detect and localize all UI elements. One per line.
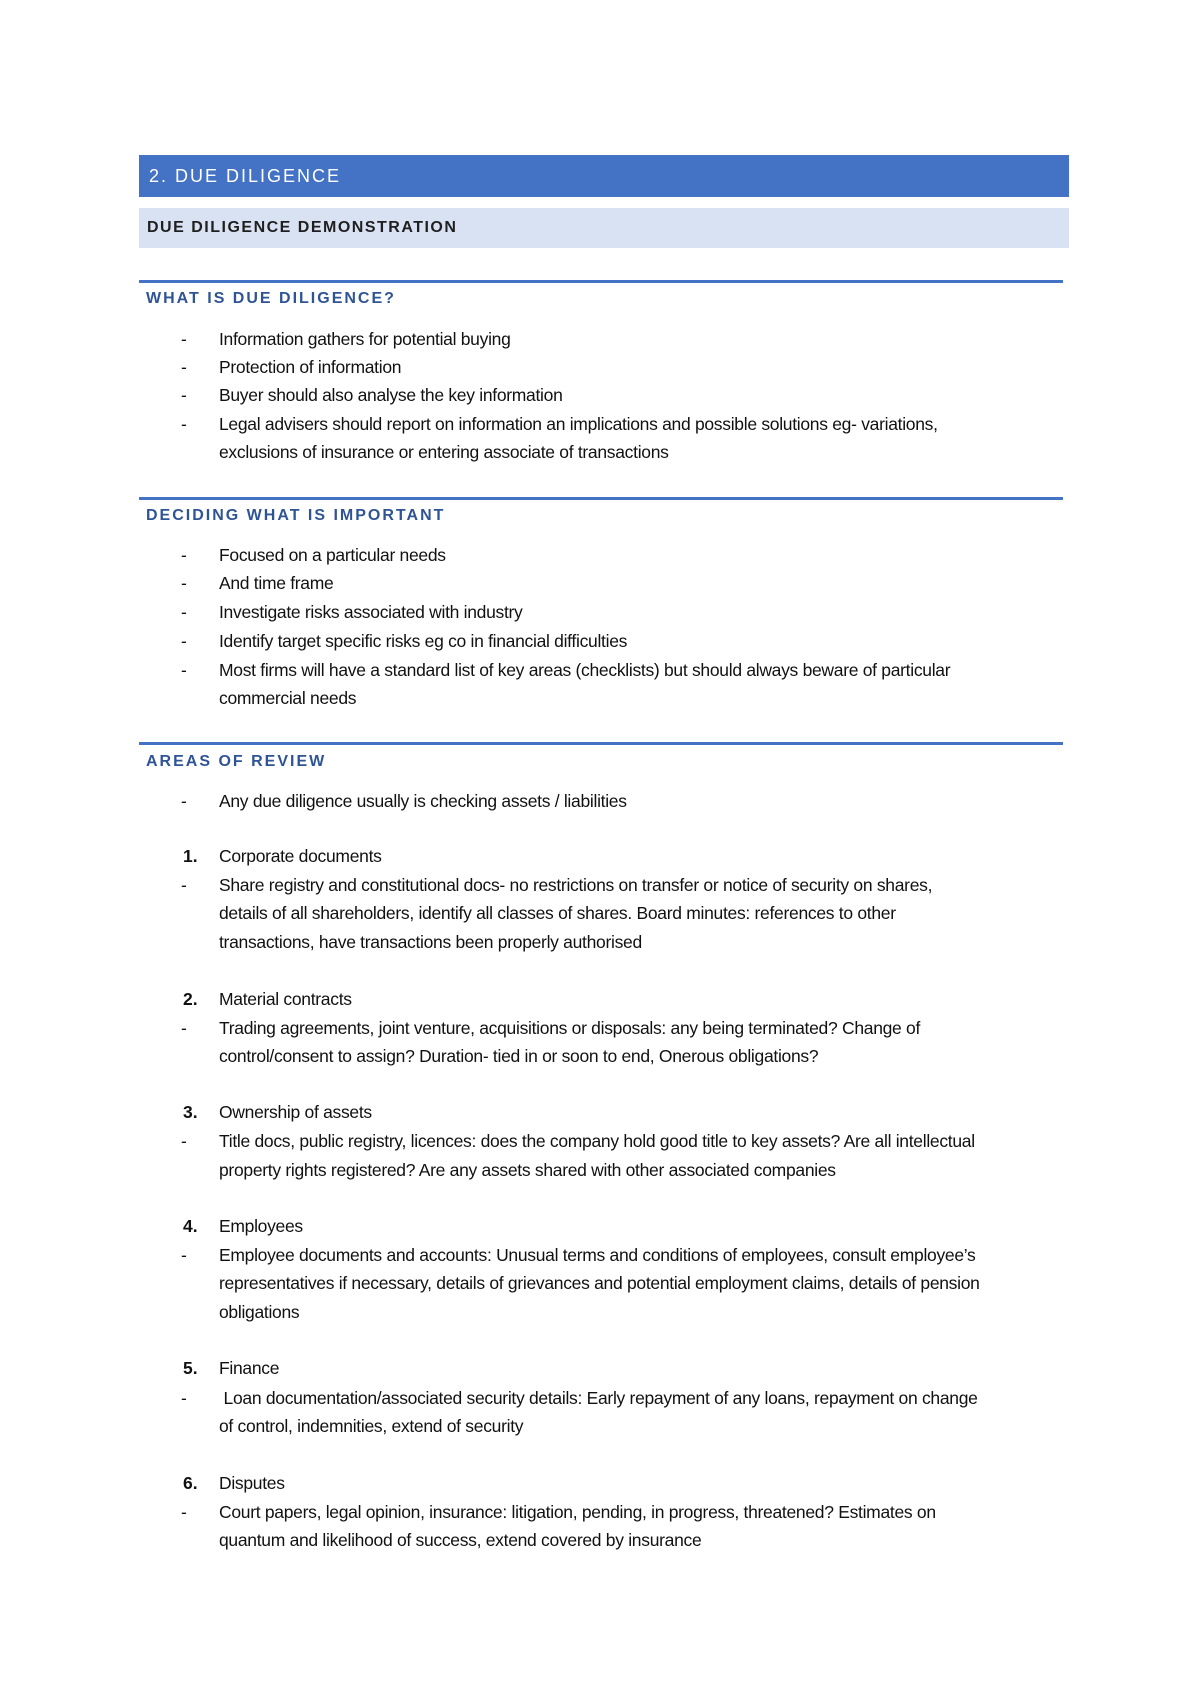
item-number: 3. — [183, 1102, 198, 1122]
bullet-text: Any due diligence usually is checking assets / liabilities — [219, 791, 627, 811]
bullet-text-continued: control/consent to assign? Duration- tied in or soon to end, Onerous obligations? — [219, 1046, 819, 1066]
bullet-text-continued: obligations — [219, 1302, 300, 1322]
bullet-text: Information gathers for potential buying — [219, 329, 511, 349]
bullet-dash: - — [181, 791, 187, 811]
item-number: 4. — [183, 1216, 198, 1236]
heading-areas-of-review: AREAS OF REVIEW — [146, 753, 327, 770]
bullet-text-continued: property rights registered? Are any assets shared with other associated companies — [219, 1160, 836, 1180]
bullet-dash: - — [181, 573, 187, 593]
bullet-text: And time frame — [219, 573, 334, 593]
bullet-dash: - — [181, 875, 187, 895]
bullet-dash: - — [181, 329, 187, 349]
bullet-text: Trading agreements, joint venture, acquisitions or disposals: any being terminated? Change of — [219, 1018, 921, 1038]
bullet-dash: - — [181, 1131, 187, 1151]
item-title: Corporate documents — [219, 846, 382, 866]
bullet-text-continued: of control, indemnities, extend of security — [219, 1416, 524, 1436]
bullet-text-continued: details of all shareholders, identify all classes of shares. Board minutes: references to other — [219, 903, 896, 923]
bullet-text: Loan documentation/associated security details: Early repayment of any loans, repayment on change — [219, 1388, 978, 1408]
bullet-text: Title docs, public registry, licences: does the company hold good title to key assets? Are all intellectual — [219, 1131, 975, 1151]
item-number: 2. — [183, 989, 198, 1009]
bullet-dash: - — [181, 1245, 187, 1265]
bullet-text: Most firms will have a standard list of key areas (checklists) but should always beware of particular — [219, 660, 951, 680]
bullet-text: Buyer should also analyse the key information — [219, 385, 563, 405]
bullet-text: Identify target specific risks eg co in financial difficulties — [219, 631, 628, 651]
bullet-text-continued: commercial needs — [219, 688, 357, 708]
bullet-dash: - — [181, 385, 187, 405]
bullet-dash: - — [181, 631, 187, 651]
item-number: 5. — [183, 1358, 198, 1378]
heading-deciding-what-is-important: DECIDING WHAT IS IMPORTANT — [146, 507, 446, 524]
item-title: Ownership of assets — [219, 1102, 372, 1122]
bullet-dash: - — [181, 1018, 187, 1038]
bullet-text-continued: transactions, have transactions been properly authorised — [219, 932, 642, 952]
heading-rule — [139, 280, 1063, 283]
bullet-text: Focused on a particular needs — [219, 545, 446, 565]
bullet-dash: - — [181, 1388, 187, 1408]
heading-what-is-due-diligence: WHAT IS DUE DILIGENCE? — [146, 290, 396, 307]
heading-rule — [139, 497, 1063, 500]
bullet-dash: - — [181, 1502, 187, 1522]
item-number: 6. — [183, 1473, 198, 1493]
bullet-text-continued: representatives if necessary, details of grievances and potential employment claims, details of pension — [219, 1273, 980, 1293]
section-title-bar: 2. DUE DILIGENCE — [139, 155, 1069, 197]
bullet-dash: - — [181, 357, 187, 377]
bullet-text: Employee documents and accounts: Unusual terms and conditions of employees, consult employee’s — [219, 1245, 976, 1265]
item-title: Material contracts — [219, 989, 352, 1009]
bullet-text-continued: exclusions of insurance or entering associate of transactions — [219, 442, 669, 462]
heading-rule — [139, 742, 1063, 745]
bullet-dash: - — [181, 602, 187, 622]
bullet-text: Court papers, legal opinion, insurance: litigation, pending, in progress, threatened? Estimates on — [219, 1502, 936, 1522]
bullet-dash: - — [181, 545, 187, 565]
subsection-title-bar: DUE DILIGENCE DEMONSTRATION — [139, 208, 1069, 248]
bullet-dash: - — [181, 414, 187, 434]
item-title: Employees — [219, 1216, 303, 1236]
bullet-text-continued: quantum and likelihood of success, extend covered by insurance — [219, 1530, 702, 1550]
item-title: Finance — [219, 1358, 280, 1378]
item-title: Disputes — [219, 1473, 285, 1493]
item-number: 1. — [183, 846, 198, 866]
bullet-text: Investigate risks associated with industry — [219, 602, 523, 622]
bullet-text: Protection of information — [219, 357, 402, 377]
bullet-text: Share registry and constitutional docs- no restrictions on transfer or notice of security on shares, — [219, 875, 933, 895]
bullet-dash: - — [181, 660, 187, 680]
bullet-text: Legal advisers should report on information an implications and possible solutions eg- variations, — [219, 414, 938, 434]
